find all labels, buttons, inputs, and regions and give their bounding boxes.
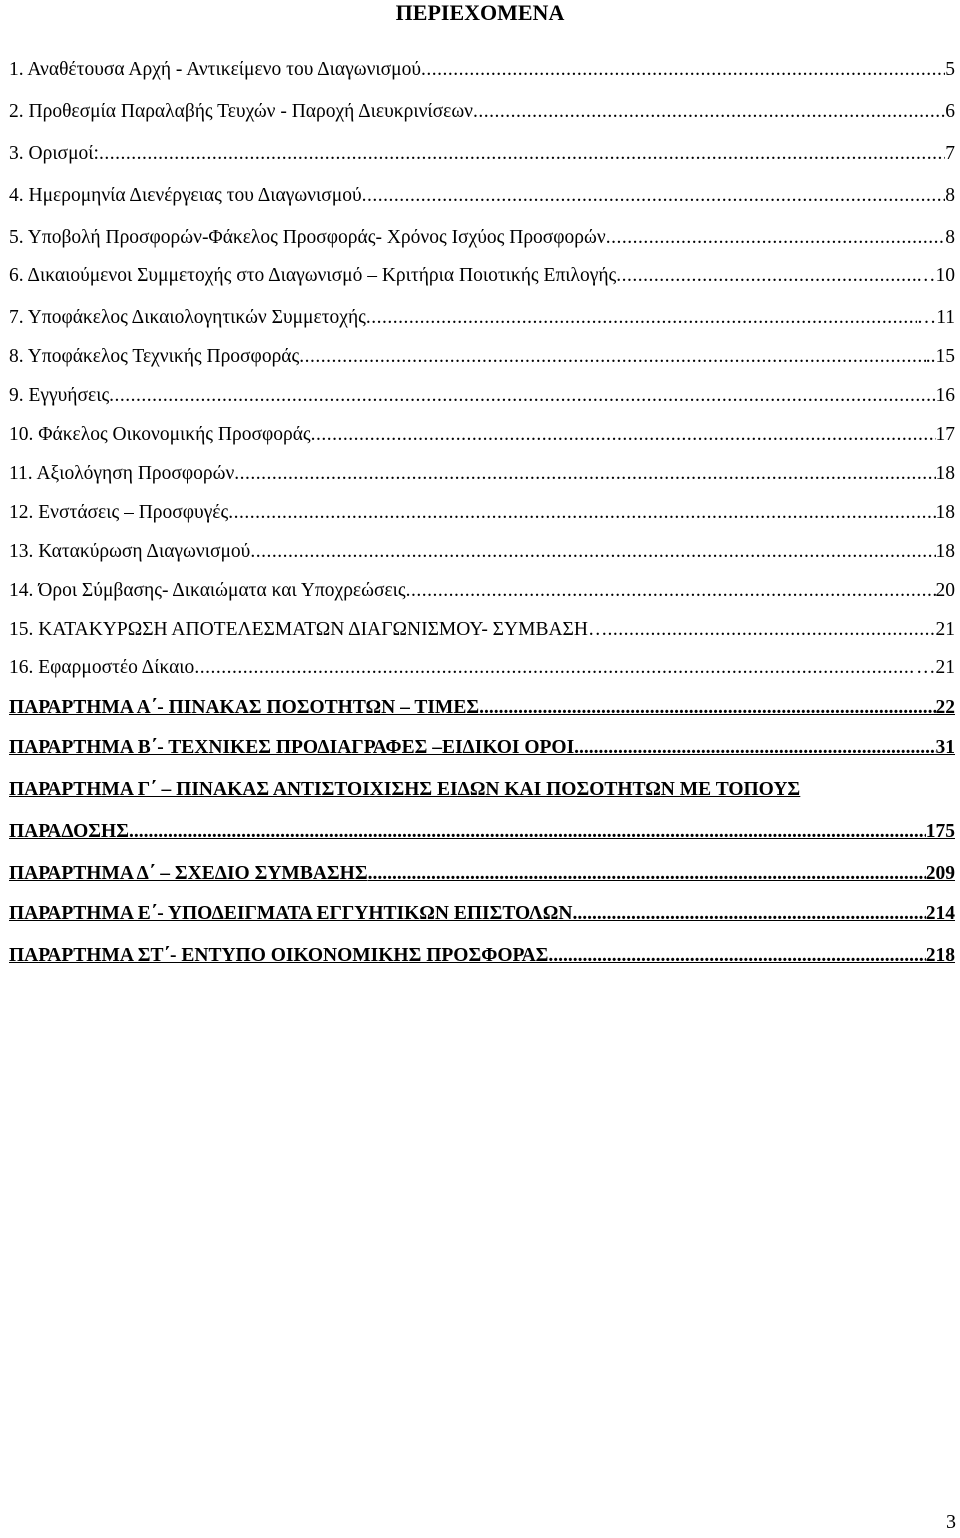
toc-page-number: 5: [945, 59, 955, 80]
toc-page-number: 18: [935, 502, 955, 523]
toc-entry[interactable]: [5, 184, 955, 208]
toc-entry[interactable]: [5, 384, 955, 408]
toc-entry[interactable]: [5, 58, 955, 82]
toc-entry-label: ΠΑΡΑΡΤΗΜΑ Β΄- ΤΕΧΝΙΚΕΣ ΠΡΟΔΙΑΓΡΑΦΕΣ –ΕΙΔΙΚΟΙ ΟΡΟΙ: [9, 737, 575, 758]
toc-entry[interactable]: [5, 345, 955, 369]
toc-page-number: 18: [935, 541, 955, 562]
toc-entry-label: ΠΑΡΑΡΤΗΜΑ Ε΄- ΥΠΟΔΕΙΓΜΑΤΑ ΕΓΓΥΗΤΙΚΩΝ ΕΠΙΣΤΟΛΩΝ: [9, 903, 573, 924]
toc-page-number: 18: [935, 463, 955, 484]
toc-page-number: …10: [916, 265, 955, 286]
toc-entry-label: ΠΑΡΑΡΤΗΜΑ Α΄- ΠΙΝΑΚΑΣ ΠΟΣΟΤΗΤΩΝ – ΤΙΜΕΣ: [9, 697, 480, 718]
toc-entry[interactable]: [5, 618, 955, 642]
toc-dot-leader: [362, 184, 946, 208]
toc-page-number: 20: [935, 580, 955, 601]
toc-entry-label: 11. Αξιολόγηση Προσφορών: [9, 463, 235, 484]
toc-dot-leader: [250, 540, 935, 564]
toc-entry[interactable]: [5, 264, 955, 288]
toc-entry[interactable]: [5, 778, 955, 802]
toc-dot-leader: [99, 142, 945, 166]
toc-entry[interactable]: [5, 944, 955, 968]
toc-entry[interactable]: [5, 736, 955, 760]
toc-dot-leader: [607, 618, 935, 642]
toc-entry-label: 14. Όροι Σύμβασης- Δικαιώματα και Υποχρεώσεις: [9, 580, 406, 601]
toc-entry-label: 2. Προθεσμία Παραλαβής Τευχών - Παροχή Διευκρινίσεων: [9, 101, 473, 122]
toc-entry[interactable]: [5, 902, 955, 926]
toc-entry-label: ΠΑΡΑΡΤΗΜΑ ΣΤ΄- ΕΝΤΥΠΟ ΟΙΚΟΝΟΜΙΚΗΣ ΠΡΟΣΦΟΡΑΣ: [9, 945, 549, 966]
toc-page-number: 31: [935, 737, 955, 758]
toc-entry-label: 13. Κατακύρωση Διαγωνισμού: [9, 541, 251, 562]
toc-page-number: 17: [935, 424, 955, 445]
toc-entry-label: 12. Ενστάσεις – Προσφυγές: [9, 502, 229, 523]
toc-page-number: 175: [925, 821, 955, 842]
toc-entry-label: 16. Εφαρμοστέο Δίκαιο: [9, 657, 195, 678]
toc-dot-leader: [311, 423, 936, 447]
toc-dot-leader: [406, 579, 936, 603]
toc-page-number: 214: [925, 903, 955, 924]
toc-dot-leader: [299, 345, 926, 369]
toc-page-number: ..15: [925, 346, 955, 367]
page-number: 3: [946, 1511, 956, 1533]
toc-page-number: 8: [945, 227, 955, 248]
toc-entry-label: 10. Φάκελος Οικονομικής Προσφοράς: [9, 424, 311, 445]
toc-page-number: 6: [945, 101, 955, 122]
toc-entry-label: 5. Υποβολή Προσφορών-Φάκελος Προσφοράς- Χρόνος Ισχύος Προσφορών: [9, 227, 606, 248]
toc-page-number: 16: [935, 385, 955, 406]
toc-entry-label: 6. Δικαιούμενοι Συμμετοχής στο Διαγωνισμό – Κριτήρια Ποιοτικής Επιλογής: [9, 265, 617, 286]
toc-entry-label: 4. Ημερομηνία Διενέργειας του Διαγωνισμού: [9, 185, 362, 206]
toc-page-number: 21: [935, 619, 955, 640]
toc-dot-leader: [368, 862, 926, 886]
toc-dot-leader: [479, 696, 935, 720]
toc-dot-leader: [194, 656, 916, 680]
toc-entry[interactable]: [5, 820, 955, 844]
toc-entry-label: ΠΑΡΑΡΤΗΜΑ Γ΄ – ΠΙΝΑΚΑΣ ΑΝΤΙΣΤΟΙΧΙΣΗΣ ΕΙΔΩΝ ΚΑΙ ΠΟΣΟΤΗΤΩΝ ΜΕ ΤΟΠΟΥΣ: [9, 779, 801, 800]
toc-dot-leader: [109, 384, 935, 408]
toc-entry[interactable]: [5, 656, 955, 680]
toc-heading: ΠΕΡΙΕΧΟΜΕΝΑ: [395, 0, 565, 25]
toc-entry-label: 7. Υποφάκελος Δικαιολογητικών Συμμετοχής: [9, 307, 366, 328]
toc-dot-leader: [606, 226, 946, 250]
toc-page-number: 8: [945, 185, 955, 206]
toc-entry[interactable]: [5, 696, 955, 720]
toc-dot-leader: [574, 736, 935, 760]
toc-dot-leader: [421, 58, 945, 82]
toc-entry[interactable]: [5, 540, 955, 564]
toc-page-number: …21: [916, 657, 955, 678]
toc-page-number: 209: [925, 863, 955, 884]
toc-dot-leader: [129, 820, 926, 844]
toc-entry-label: 9. Εγγυήσεις: [9, 385, 110, 406]
toc-dot-leader: [234, 462, 935, 486]
toc-page-number: 7: [945, 143, 955, 164]
toc-entry[interactable]: [5, 100, 955, 124]
toc-entry[interactable]: [5, 862, 955, 886]
toc-entry-label: 1. Αναθέτουσα Αρχή - Αντικείμενο του Διαγωνισμού: [9, 59, 422, 80]
toc-dot-leader: [548, 944, 925, 968]
toc-entry[interactable]: [5, 462, 955, 486]
toc-entry-label: 8. Υποφάκελος Τεχνικής Προσφοράς: [9, 346, 300, 367]
toc-entry[interactable]: [5, 142, 955, 166]
toc-entry[interactable]: [5, 579, 955, 603]
toc-entry-label: 3. Ορισμοί:: [9, 143, 99, 164]
toc-dot-leader: [366, 306, 917, 330]
toc-entry-label: ΠΑΡΑΡΤΗΜΑ Δ΄ – ΣΧΕΔΙΟ ΣΥΜΒΑΣΗΣ: [9, 863, 368, 884]
toc-page-number: 218: [925, 945, 955, 966]
toc-entry[interactable]: [5, 306, 955, 330]
toc-entry-label: 15. ΚΑΤΑΚΥΡΩΣΗ ΑΠΟΤΕΛΕΣΜΑΤΩΝ ΔΙΑΓΩΝΙΣΜΟΥ- ΣΥΜΒΑΣΗ…: [9, 619, 608, 640]
toc-entry[interactable]: [5, 501, 955, 525]
toc-entry[interactable]: [5, 423, 955, 447]
toc-entry-label: ΠΑΡΑΔΟΣΗΣ: [9, 821, 129, 842]
toc-dot-leader: [228, 501, 935, 525]
toc-dot-leader: [572, 902, 925, 926]
toc-dot-leader: [616, 264, 916, 288]
toc-page-number: 22: [935, 697, 955, 718]
toc-dot-leader: [473, 100, 945, 124]
toc-page-number: …11: [916, 307, 955, 328]
toc-entry[interactable]: [5, 226, 955, 250]
